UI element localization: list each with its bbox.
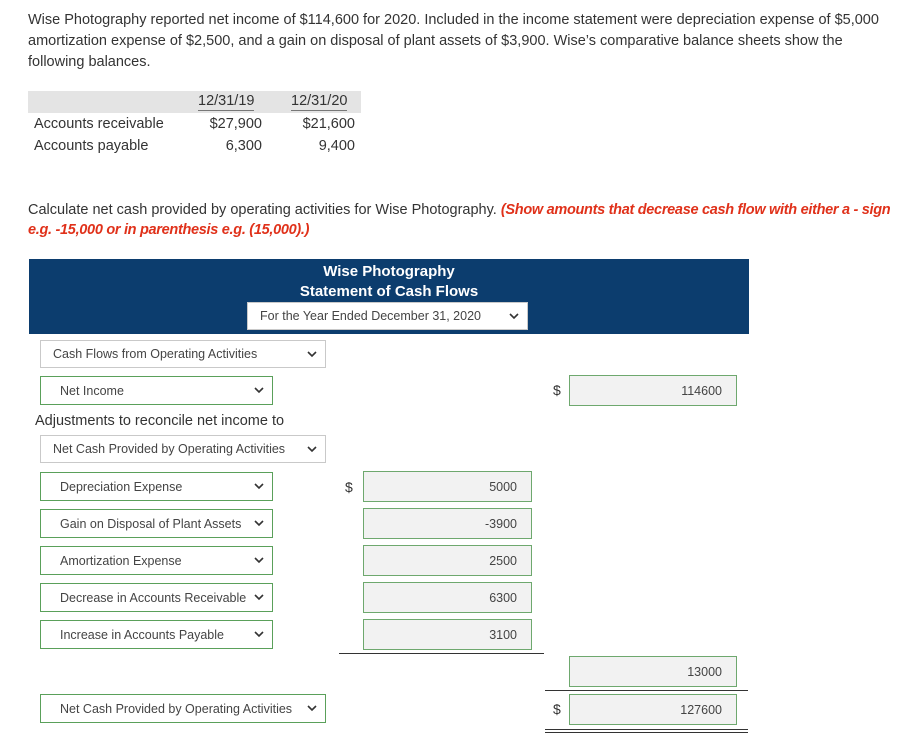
ar-2019: $27,900: [209, 116, 262, 132]
net-income-input[interactable]: 114600: [569, 375, 737, 406]
adjustment-select-depreciation[interactable]: [40, 472, 273, 501]
chevron-down-icon: [506, 308, 522, 324]
chevron-down-icon: [304, 701, 320, 717]
section-select-label: Cash Flows from Operating Activities: [53, 347, 258, 361]
adjustment-select-receivable[interactable]: [40, 583, 273, 612]
chevron-down-icon: [304, 346, 320, 362]
adjustment-select-payable[interactable]: [40, 620, 273, 649]
row-label-accounts-receivable: Accounts receivable: [34, 116, 164, 132]
chevron-down-icon: [251, 516, 267, 532]
chevron-down-icon: [251, 553, 267, 569]
net-cash-label: Net Cash Provided by Operating Activities: [60, 701, 293, 716]
chevron-down-icon: [304, 441, 320, 457]
section-select[interactable]: [40, 340, 326, 368]
total-rule: [545, 690, 748, 691]
question-text: [28, 200, 898, 240]
chevron-down-icon: [251, 627, 267, 643]
net-income-label: Net Income: [60, 383, 124, 398]
ap-2019: 6,300: [225, 138, 262, 154]
adjustment-input-amortization[interactable]: 2500: [363, 545, 532, 576]
adjustments-select-label: Net Cash Provided by Operating Activities: [53, 442, 286, 456]
subtotal-rule: [339, 653, 544, 654]
statement-title: [29, 262, 749, 302]
row-label-accounts-payable: Accounts payable: [34, 138, 149, 154]
adjustment-input-payable[interactable]: 3100: [363, 619, 532, 650]
adjustment-label: Depreciation Expense: [60, 479, 183, 494]
adjustments-label: Adjustments to reconcile net income to: [35, 413, 285, 429]
adjustment-label: Increase in Accounts Payable: [60, 627, 224, 642]
double-rule-bottom: [545, 732, 748, 733]
adjustment-label: Amortization Expense: [60, 553, 182, 568]
adjustment-select-amortization[interactable]: [40, 546, 273, 575]
chevron-down-icon: [251, 590, 267, 606]
adjustment-dollar-sign: $: [345, 479, 353, 495]
period-select[interactable]: [247, 302, 528, 330]
adjustment-label: Decrease in Accounts Receivable: [60, 590, 247, 605]
adjustment-label: Gain on Disposal of Plant Assets: [60, 516, 242, 531]
statement-name: Statement of Cash Flows: [299, 283, 479, 300]
ar-2020: $21,600: [302, 116, 355, 132]
net-cash-select[interactable]: [40, 694, 326, 723]
question-instruction: (Show amounts that decrease cash flow with either a - sign e.g. -15,000 or in parenthesis e.g. (15,000).): [28, 202, 891, 238]
col-header-2019: 12/31/19: [198, 93, 255, 109]
problem-text: Wise Photography reported net income of $114,600 for 2020. Included in the income statement were depreciation expense of $5,000 amortization expense of $2,500, and a gain on disposal of plant assets of $3,900. Wise’s comparative balance sheets show the following balances.: [28, 12, 879, 70]
adjustment-input-depreciation[interactable]: 5000: [363, 471, 532, 502]
net-cash-dollar-sign: $: [553, 701, 561, 717]
adjustment-input-receivable[interactable]: 6300: [363, 582, 532, 613]
col-header-2020: 12/31/20: [291, 93, 348, 109]
net-cash-input[interactable]: 127600: [569, 694, 737, 725]
chevron-down-icon: [251, 479, 267, 495]
period-select-label: For the Year Ended December 31, 2020: [260, 309, 481, 323]
double-rule-top: [545, 729, 748, 730]
total-adjustments-input[interactable]: 13000: [569, 656, 737, 687]
net-income-dollar-sign: $: [553, 382, 561, 398]
adjustment-select-gain[interactable]: [40, 509, 273, 538]
net-income-select[interactable]: [40, 376, 273, 405]
adjustment-input-gain[interactable]: -3900: [363, 508, 532, 539]
chevron-down-icon: [251, 383, 267, 399]
question-prompt: Calculate net cash provided by operating activities for Wise Photography.: [28, 202, 497, 218]
adjustments-select[interactable]: [40, 435, 326, 463]
ap-2020: 9,400: [318, 138, 355, 154]
company-name: Wise Photography: [323, 263, 455, 280]
